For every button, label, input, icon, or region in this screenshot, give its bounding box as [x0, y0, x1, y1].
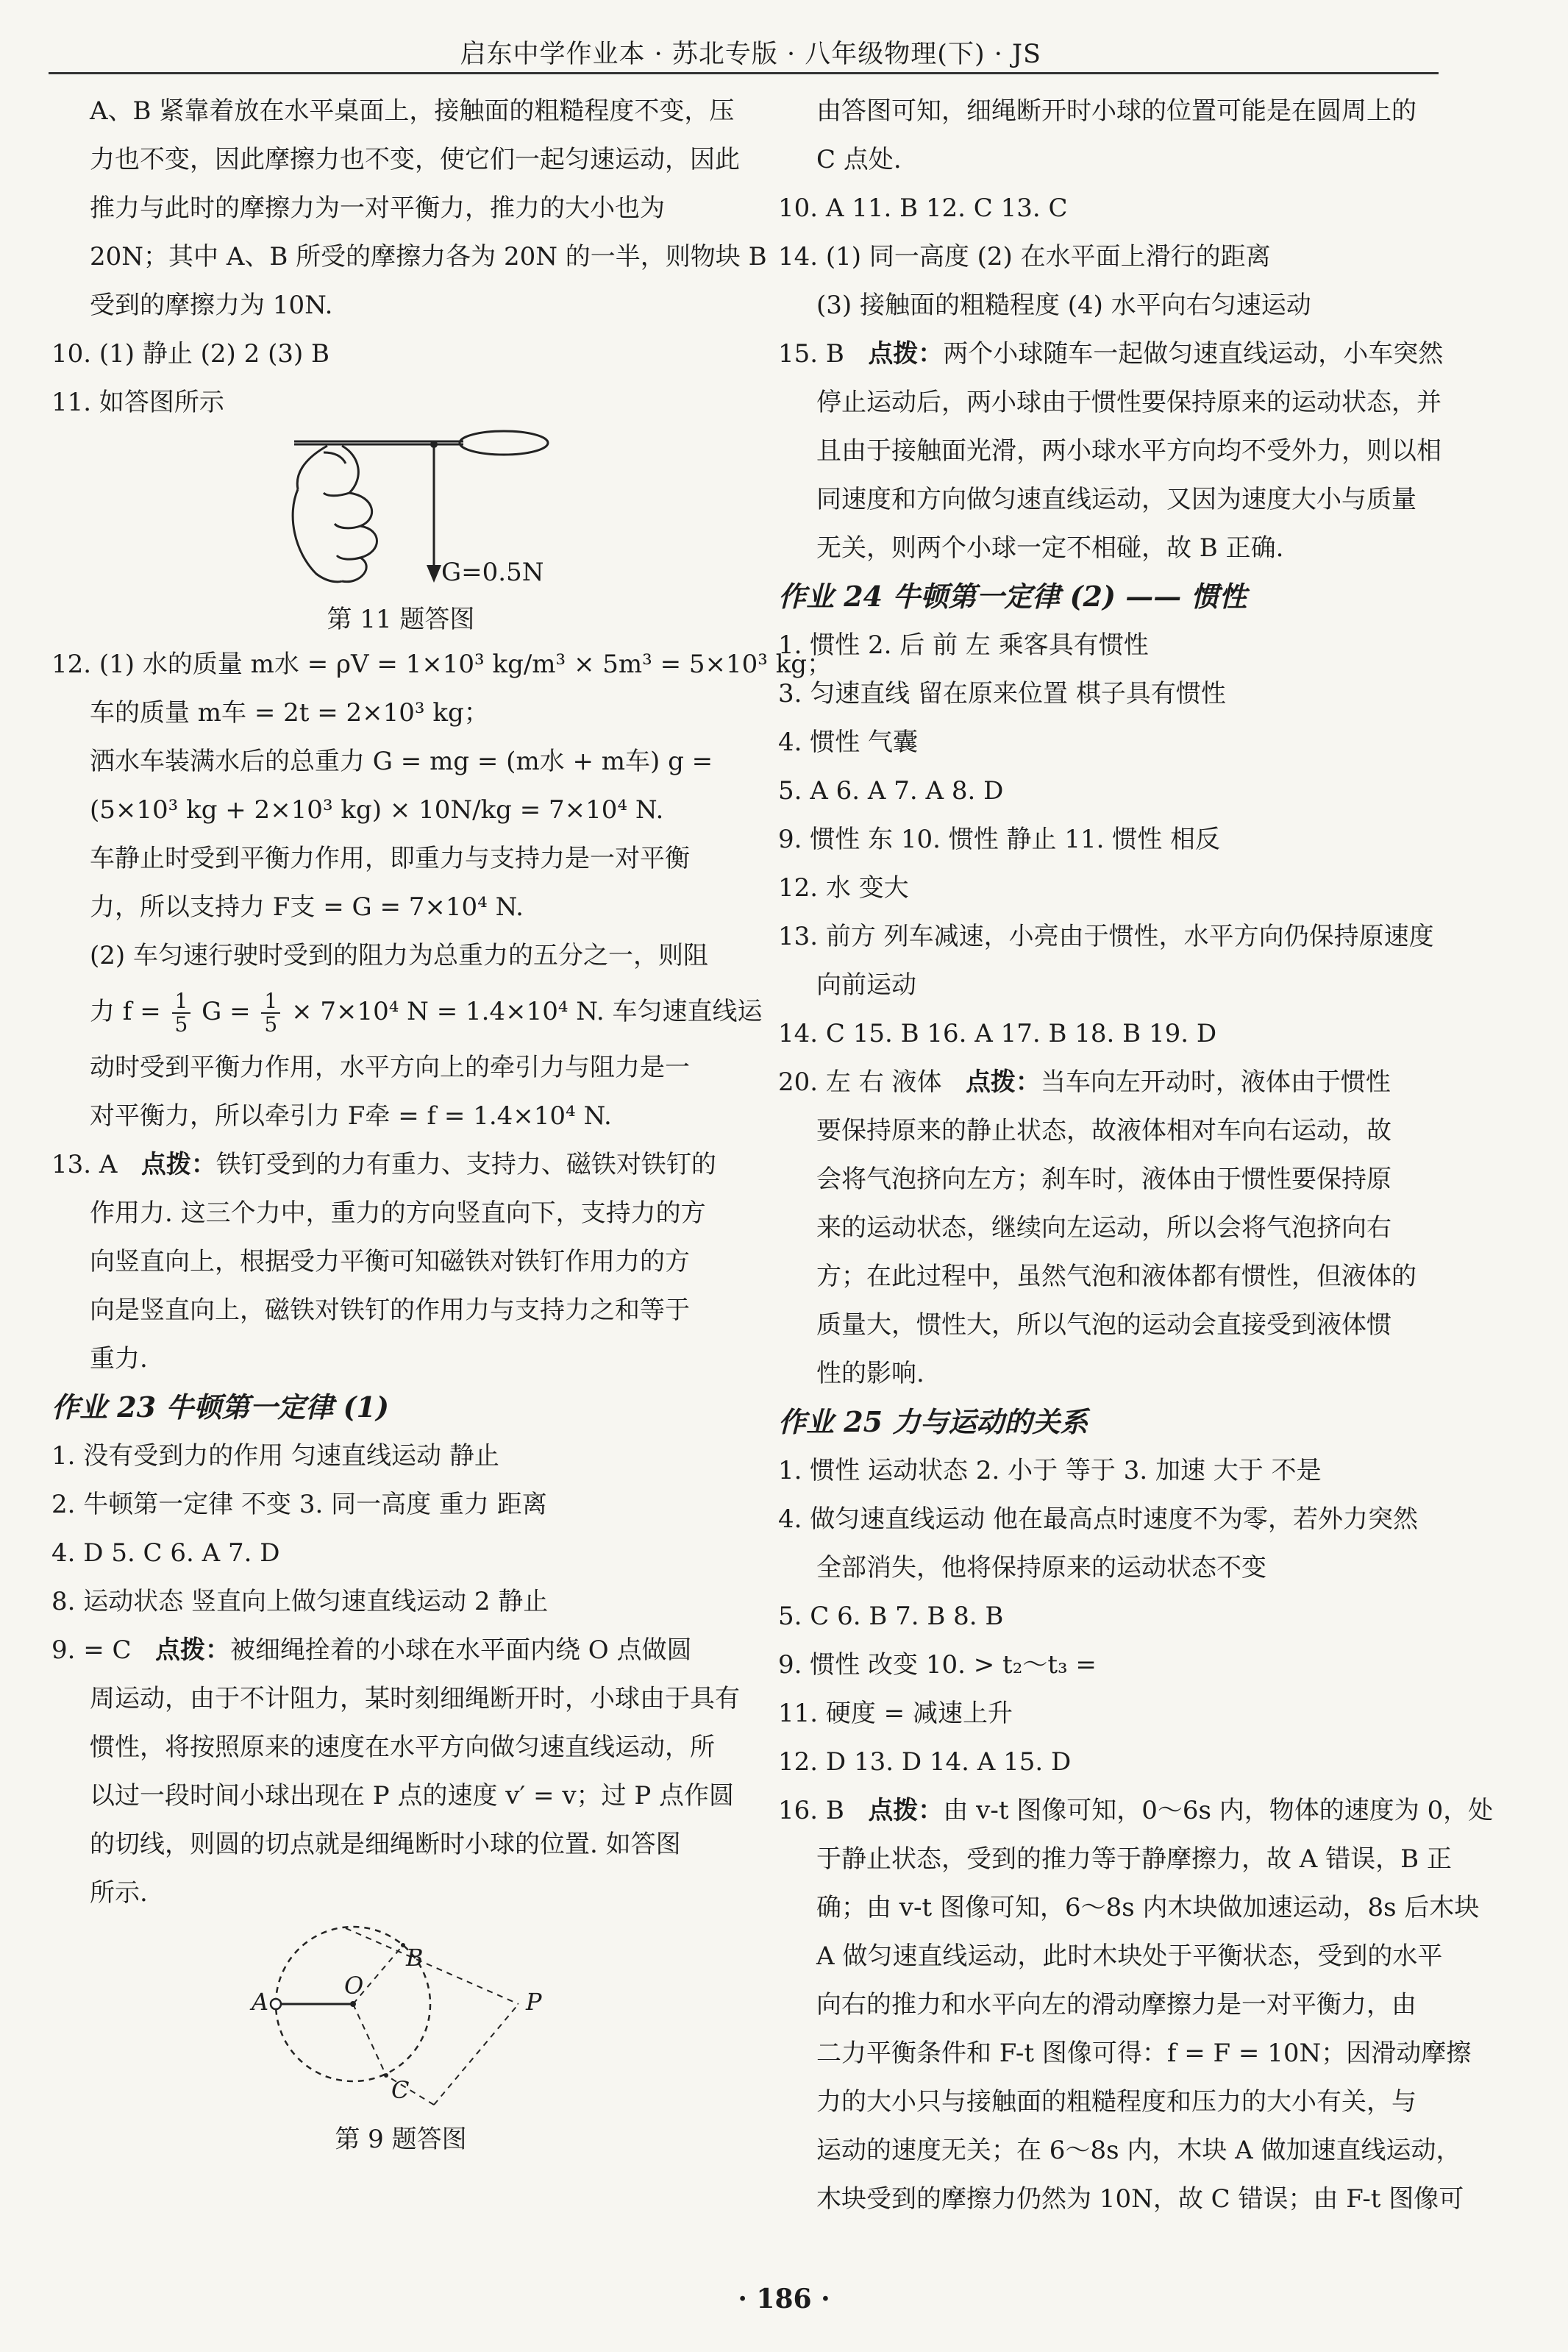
answer-line: 13. 前方 列车减速，小亮由于惯性，水平方向仍保持原速度 — [778, 922, 1434, 951]
answer-16-line: 力的大小只与接触面的粗糙程度和压力的大小有关，与 — [816, 2087, 1416, 2117]
answer-13-first: 铁钉受到的力有重力、支持力、磁铁对铁钉的 — [215, 1150, 716, 1179]
fraction-num: 1 — [261, 990, 280, 1014]
answer-11: 11. 如答图所示 — [51, 388, 224, 417]
answer-15 — [778, 330, 1455, 378]
hand-spoon-figure — [51, 427, 750, 596]
answer-line: 10. A 11. B 12. C 13. C — [778, 193, 1068, 223]
answer-line: 12. D 13. D 14. A 15. D — [778, 1747, 1072, 1777]
answer-20 — [778, 1058, 1455, 1106]
answer-line: 2. 牛顿第一定律 不变 3. 同一高度 重力 距离 — [51, 1490, 547, 1519]
answer-line: 9. 惯性 东 10. 惯性 静止 11. 惯性 相反 — [778, 825, 1221, 854]
answer-16 — [778, 1786, 1494, 1835]
text-line: 由答图可知，细绳断开时小球的位置可能是在圆周上的 — [816, 96, 1416, 126]
answer-13-line: 作用力. 这三个力中，重力的方向竖直向下，支持力的方 — [90, 1198, 706, 1228]
answer-20-line: 方；在此过程中，虽然气泡和液体都有惯性，但液体的 — [816, 1262, 1416, 1291]
answer-20-line: 性的影响. — [816, 1359, 924, 1388]
answer-13 — [51, 1140, 750, 1189]
answer-12-fraction-line — [51, 980, 763, 1043]
frac-mid: G = — [202, 997, 251, 1026]
answer-line: 5. C 6. B 7. B 8. B — [778, 1602, 1004, 1631]
answer-16-line: A 做匀速直线运动，此时木块处于平衡状态，受到的水平 — [816, 1941, 1443, 1971]
answer-12-line: 力，所以支持力 F支 = G = 7×10⁴ N. — [90, 892, 524, 922]
figure-9 — [51, 1917, 750, 2160]
fraction — [172, 990, 191, 1036]
answer-20-line: 来的运动状态，继续向左运动，所以会将气泡挤向右 — [816, 1213, 1391, 1243]
answer-15-line: 停止运动后，两小球由于惯性要保持原来的运动状态，并 — [816, 388, 1442, 417]
answer-12-line: 动时受到平衡力作用，水平方向上的牵引力与阻力是一 — [90, 1053, 690, 1082]
answer-16-line: 运动的速度无关；在 6～8s 内，木块 A 做加速直线运动， — [816, 2136, 1461, 2165]
section-title-25: 作业 25 力与运动的关系 — [778, 1405, 1088, 1438]
answer-9-line: 的切线，则圆的切点就是细绳断时小球的位置. 如答图 — [90, 1830, 681, 1859]
answer-16-line: 木块受到的摩擦力仍然为 10N，故 C 错误；由 F-t 图像可 — [816, 2184, 1464, 2214]
point-label-p: P — [526, 1988, 542, 2016]
answer-9-line: 以过一段时间小球出现在 P 点的速度 v′ = v；过 P 点作圆 — [90, 1781, 735, 1811]
answer-13-line: 向竖直向上，根据受力平衡可知磁铁对铁钉作用力的方 — [90, 1247, 690, 1276]
answer-12-line: (5×10³ kg + 2×10³ kg) × 10N/kg = 7×10⁴ N. — [90, 795, 664, 825]
text-line: 力也不变，因此摩擦力也不变，使它们一起匀速运动，因此 — [90, 145, 740, 174]
answer-15-line: 且由于接触面光滑，两小球水平方向均不受外力，则以相 — [816, 436, 1442, 466]
answer-line: (3) 接触面的粗糙程度 (4) 水平向右匀速运动 — [816, 291, 1311, 320]
answer-9-line: 惯性，将按照原来的速度在水平方向做匀速直线运动，所 — [90, 1733, 715, 1762]
section-title-24: 作业 24 牛顿第一定律 (2) —— 惯性 — [778, 580, 1247, 613]
answer-9-head: 9. = C — [51, 1635, 132, 1665]
answer-9-line: 所示. — [90, 1878, 148, 1908]
answer-13-line: 向是竖直向上，磁铁对铁钉的作用力与支持力之和等于 — [90, 1296, 690, 1325]
answer-9 — [51, 1626, 750, 1674]
text-line: 受到的摩擦力为 10N. — [90, 291, 333, 320]
section-title-23: 作业 23 牛顿第一定律 (1) — [51, 1390, 389, 1424]
answer-line: 4. D 5. C 6. A 7. D — [51, 1538, 280, 1568]
fraction-den: 5 — [174, 1012, 188, 1037]
answer-line: 4. 做匀速直线运动 他在最高点时速度不为零，若外力突然 — [778, 1504, 1419, 1534]
answer-line: 14. C 15. B 16. A 17. B 18. B 19. D — [778, 1019, 1217, 1048]
page-header — [49, 29, 1439, 74]
point-label-c: C — [391, 2076, 410, 2104]
text-line: C 点处. — [816, 145, 902, 174]
answer-line: 向前运动 — [816, 970, 916, 1000]
answer-20-line: 质量大，惯性大，所以气泡的运动会直接受到液体惯 — [816, 1310, 1391, 1340]
point-label-o: O — [344, 1972, 364, 2000]
answer-15-first: 两个小球随车一起做匀速直线运动，小车突然 — [943, 339, 1444, 369]
frac-pre: 力 f = — [90, 997, 161, 1026]
hint-label: 点拨： — [155, 1635, 230, 1665]
answer-line: 3. 匀速直线 留在原来位置 棋子具有惯性 — [778, 679, 1226, 708]
frac-post: × 7×10⁴ N = 1.4×10⁴ N. 车匀速直线运 — [291, 997, 763, 1026]
answer-13-line: 重力. — [90, 1344, 148, 1374]
hint-label: 点拨： — [140, 1150, 216, 1179]
answer-line: 全部消失，他将保持原来的运动状态不变 — [816, 1553, 1266, 1582]
hint-label: 点拨： — [965, 1067, 1041, 1097]
answer-20-head: 20. 左 右 液体 — [778, 1067, 942, 1097]
answer-12-line: (2) 车匀速行驶时受到的阻力为总重力的五分之一，则阻 — [90, 941, 708, 970]
answer-12-line: 车静止时受到平衡力作用，即重力与支持力是一对平衡 — [90, 844, 690, 873]
figure-9-caption: 第 9 题答图 — [335, 2125, 467, 2154]
answer-13-head: 13. A — [51, 1150, 118, 1179]
answer-line: 1. 惯性 2. 后 前 左 乘客具有惯性 — [778, 630, 1149, 660]
answer-line: 8. 运动状态 竖直向上做匀速直线运动 2 静止 — [51, 1587, 549, 1616]
point-label-a: A — [252, 1988, 269, 2016]
answer-15-line: 同速度和方向做匀速直线运动，又因为速度大小与质量 — [816, 485, 1416, 514]
answer-12-line: 对平衡力，所以牵引力 F牵 = f = 1.4×10⁴ N. — [90, 1101, 612, 1131]
answer-15-head: 15. B — [778, 339, 844, 369]
hint-label: 点拨： — [868, 339, 944, 369]
hint-label: 点拨： — [868, 1796, 944, 1825]
answer-12-line: 车的质量 m车 = 2t = 2×10³ kg； — [90, 698, 489, 728]
fraction — [261, 990, 280, 1036]
answer-16-line: 向右的推力和水平向左的滑动摩擦力是一对平衡力，由 — [816, 1990, 1416, 2019]
answer-16-line: 确；由 v-t 图像可知，6～8s 内木块做加速运动，8s 后木块 — [816, 1893, 1480, 1922]
answer-10: 10. (1) 静止 (2) 2 (3) B — [51, 339, 330, 369]
answer-line: 5. A 6. A 7. A 8. D — [778, 776, 1004, 806]
answer-line: 4. 惯性 气囊 — [778, 728, 919, 757]
figure-11-caption: 第 11 题答图 — [327, 605, 475, 634]
answer-16-head: 16. B — [778, 1796, 844, 1825]
answer-line: 1. 没有受到力的作用 匀速直线运动 静止 — [51, 1441, 499, 1471]
answer-20-line: 会将气泡挤向左方；刹车时，液体由于惯性要保持原 — [816, 1165, 1391, 1194]
answer-line: 11. 硬度 = 减速上升 — [778, 1699, 1013, 1728]
right-column — [778, 87, 1494, 2223]
fraction-num: 1 — [172, 990, 191, 1014]
text-line: 20N；其中 A、B 所受的摩擦力各为 20N 的一半，则物块 B — [90, 242, 767, 271]
answer-20-first: 当车向左开动时，液体由于惯性 — [1040, 1067, 1391, 1097]
fraction-den: 5 — [264, 1012, 278, 1037]
gravity-label: G=0.5N — [441, 558, 544, 587]
answer-line: 1. 惯性 运动状态 2. 小于 等于 3. 加速 大于 不是 — [778, 1456, 1322, 1485]
answer-15-line: 无关，则两个小球一定不相碰，故 B 正确. — [816, 533, 1284, 563]
answer-9-line: 周运动，由于不计阻力，某时刻细绳断开时，小球由于具有 — [90, 1684, 740, 1713]
answer-16-line: 二力平衡条件和 F-t 图像可得：f = F = 10N；因滑动摩擦 — [816, 2039, 1472, 2068]
answer-9-first: 被细绳拴着的小球在水平面内绕 O 点做圆 — [230, 1635, 692, 1665]
header-title: 启东中学作业本 · 苏北专版 · 八年级物理(下) · JS — [460, 40, 1041, 69]
answer-line: 12. 水 变大 — [778, 873, 909, 903]
answer-16-line: 于静止状态，受到的推力等于静摩擦力，故 A 错误，B 正 — [816, 1844, 1452, 1874]
answer-line: 9. 惯性 改变 10. > t₂～t₃ = — [778, 1650, 1097, 1680]
answer-12-line: 12. (1) 水的质量 m水 = ρV = 1×10³ kg/m³ × 5m³ = 5×10³ kg； — [51, 650, 833, 679]
answer-16-first: 由 v-t 图像可知，0～6s 内，物体的速度为 0，处 — [943, 1796, 1494, 1825]
answer-12-line: 洒水车装满水后的总重力 G = mg = (m水 + m车) g = — [90, 747, 713, 776]
figure-11 — [51, 427, 750, 640]
page-number: · 186 · — [738, 2284, 830, 2314]
answer-20-line: 要保持原来的静止状态，故液体相对车向右运动，故 — [816, 1116, 1391, 1145]
answer-line: 14. (1) 同一高度 (2) 在水平面上滑行的距离 — [778, 242, 1271, 271]
point-label-b: B — [406, 1944, 424, 1972]
text-line: A、B 紧靠着放在水平桌面上，接触面的粗糙程度不变，压 — [90, 96, 735, 126]
text-line: 推力与此时的摩擦力为一对平衡力，推力的大小也为 — [90, 193, 665, 223]
